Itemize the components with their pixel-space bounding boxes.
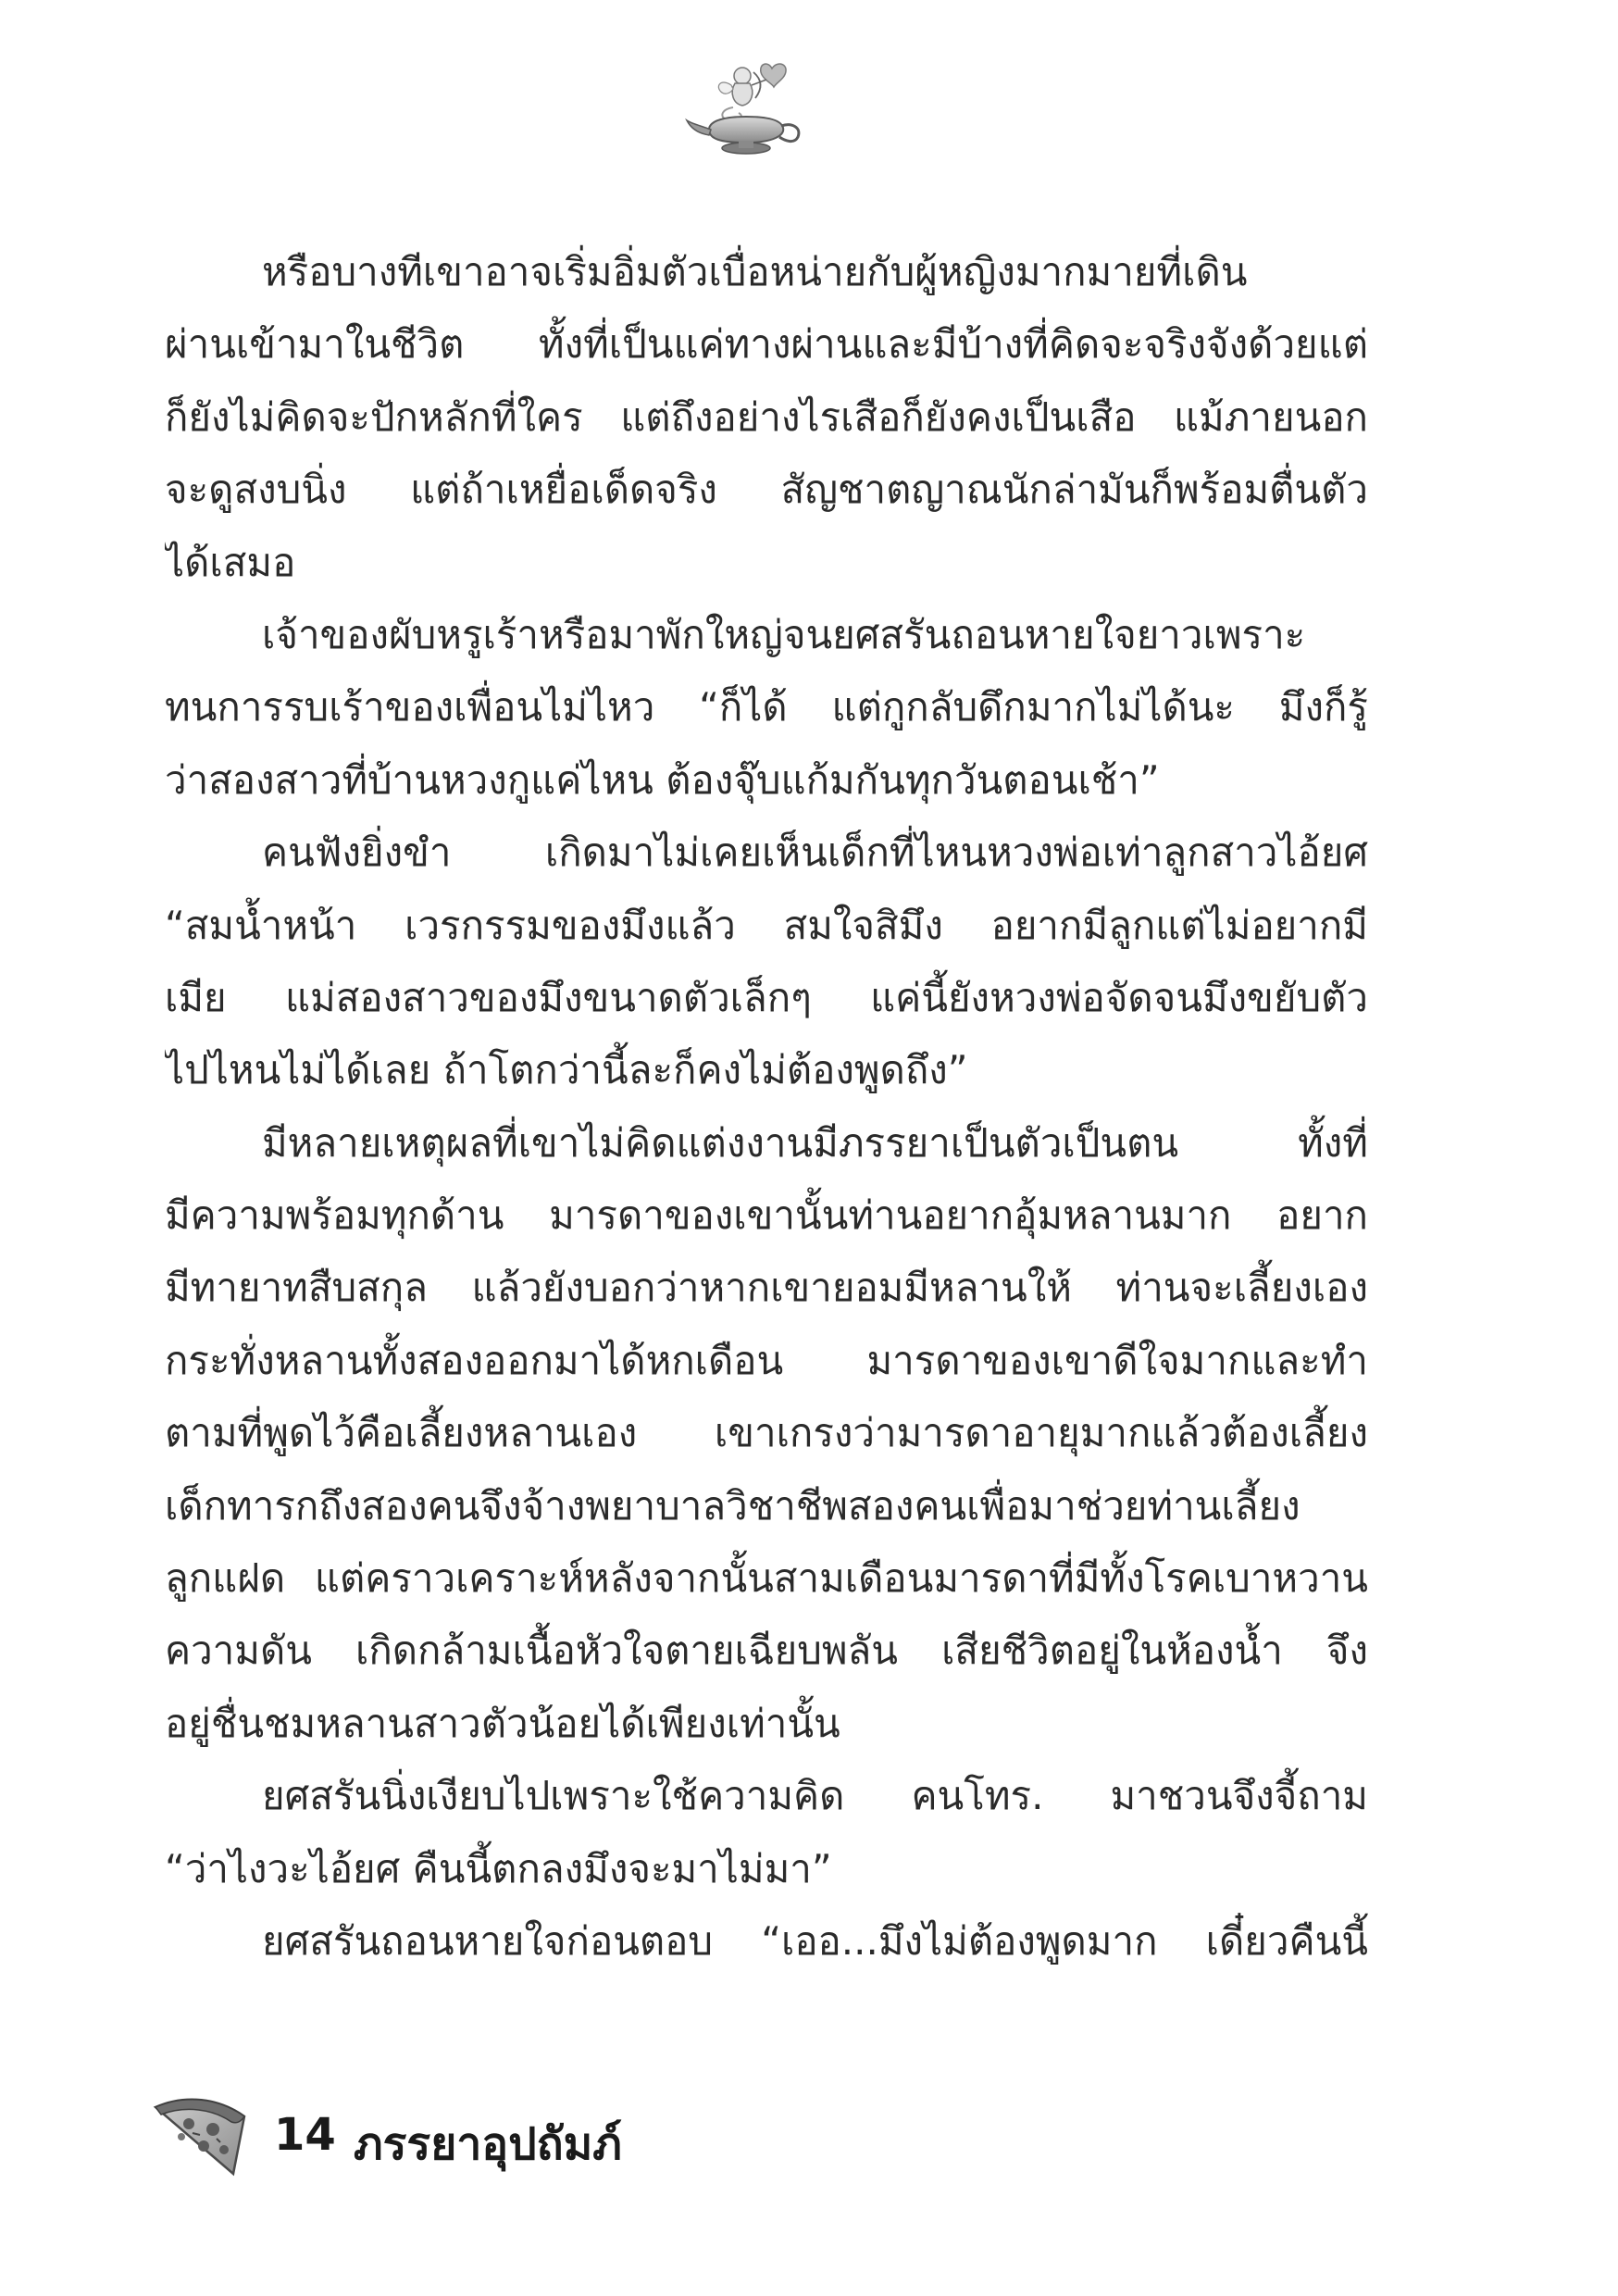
page-footer [148,2089,796,2190]
text-line-9: คนฟังยิ่งขำ เกิดมาไม่เคยเห็นเด็กที่ไหนหวงพ่อเท่าลูกสาวไอ้ยศ [262,830,1368,876]
text-line-10: “สมน้ำหน้า เวรกรรมของมึงแล้ว สมใจสิมึง อยากมีลูกแต่ไม่อยากมี [165,902,1368,948]
text-line-5: ได้เสมอ [165,539,296,585]
text-line-16: กระทั่งหลานทั้งสองออกมาได้หกเดือน มารดาของเขาดีใจมากและทำ [165,1337,1368,1383]
text-line-18: เด็กทารกถึงสองคนจึงจ้างพยาบาลวิชาชีพสองคนเพื่อมาช่วยท่านเลี้ยง [165,1482,1301,1529]
text-line-6: เจ้าของผับหรูเร้าหรือมาพักใหญ่จนยศสรันถอนหายใจยาวเพราะ [262,611,1306,657]
text-line-21: อยู่ชื่นชมหลานสาวตัวน้อยได้เพียงเท่านั้น [165,1700,840,1746]
text-line-20: ความดัน เกิดกล้ามเนื้อหัวใจตายเฉียบพลัน เสียชีวิตอยู่ในห้องน้ำ จึง [165,1628,1368,1674]
text-line-3: ก็ยังไม่คิดจะปักหลักที่ใคร แต่ถึงอย่างไรเสือก็ยังคงเป็นเสือ แม้ภายนอก [165,393,1368,440]
page-number: 14 [274,2109,336,2161]
text-line-12: ไปไหนไม่ได้เลย ถ้าโตกว่านี้ละก็คงไม่ต้องพูดถึง” [165,1047,968,1093]
text-line-7: ทนการรบเร้าของเพื่อนไม่ไหว “ก็ได้ แต่กูกลับดึกมากไม่ได้นะ มึงก็รู้ [165,684,1368,730]
text-line-19: ลูกแฝด แต่คราวเคราะห์หลังจากนั้นสามเดือนมารดาที่มีทั้งโรคเบาหวาน [165,1555,1368,1602]
text-line-14: มีความพร้อมทุกด้าน มารดาของเขานั้นท่านอยากอุ้มหลานมาก อยาก [165,1192,1368,1239]
text-line-13: มีหลายเหตุผลที่เขาไม่คิดแต่งงานมีภรรยาเป็นตัวเป็นตน ทั้งที่ [262,1119,1368,1166]
text-line-17: ตามที่พูดไว้คือเลี้ยงหลานเอง เขาเกรงว่ามารดาอายุมากแล้วต้องเลี้ยง [165,1410,1368,1456]
text-line-8: ว่าสองสาวที่บ้านหวงกูแค่ไหน ต้องจุ๊บแก้มกันทุกวันตอนเช้า” [165,756,1160,803]
body-text [165,236,1368,1978]
pizza-slice-icon [148,2089,257,2181]
text-line-15: มีทายาทสืบสกุล แล้วยังบอกว่าหากเขายอมมีหลานให้ ท่านจะเลี้ยงเอง [165,1265,1368,1311]
text-line-4: จะดูสงบนิ่ง แต่ถ้าเหยื่อเด็ดจริง สัญชาตญาณนักล่ามันก็พร้อมตื่นตัว [165,467,1368,513]
book-title: ภรรยาอุปถัมภ์ [354,2118,622,2170]
text-line-1: หรือบางทีเขาอาจเริ่มอิ่มตัวเบื่อหน่ายกับผู้หญิงมากมายที่เดิน [262,249,1248,294]
text-line-2: ผ่านเข้ามาในชีวิต ทั้งที่เป็นแค่ทางผ่านและมีบ้างที่คิดจะจริงจังด้วยแต่ [165,321,1368,368]
lamp-with-cupid-icon [681,56,811,157]
text-line-23: “ว่าไงวะไอ้ยศ คืนนี้ตกลงมึงจะมาไม่มา” [165,1845,832,1891]
text-line-24: ยศสรันถอนหายใจก่อนตอบ “เออ...มึงไม่ต้องพูดมาก เดี๋ยวคืนนี้ [262,1917,1368,1964]
text-line-11: เมีย แม่สองสาวของมึงขนาดตัวเล็กๆ แค่นี้ยังหวงพ่อจัดจนมึงขยับตัว [165,974,1368,1020]
text-line-22: ยศสรันนิ่งเงียบไปเพราะใช้ความคิด คนโทร. มาชวนจึงจี้ถาม [262,1773,1368,1819]
